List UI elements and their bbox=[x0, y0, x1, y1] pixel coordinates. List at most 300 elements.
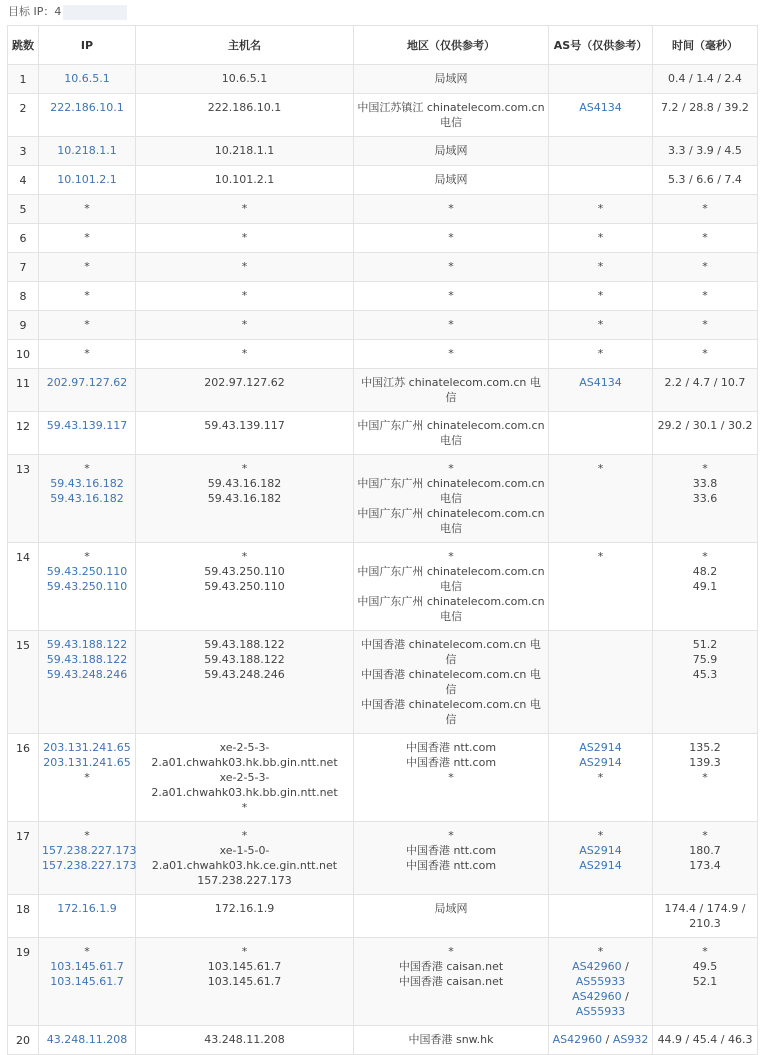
host-text: 59.43.188.122 bbox=[204, 653, 285, 666]
ip-link[interactable]: 59.43.250.110 bbox=[46, 565, 128, 578]
host-cell bbox=[136, 195, 354, 224]
time-text: * bbox=[702, 945, 708, 958]
target-ip-value: 4 bbox=[54, 5, 62, 18]
host-cell bbox=[136, 137, 354, 166]
region-text: 中国广东广州 chinatelecom.com.cn 电信 bbox=[357, 477, 545, 505]
host-cell bbox=[136, 938, 354, 1026]
region-text: 中国广东广州 chinatelecom.com.cn 电信 bbox=[357, 595, 545, 623]
ip-cell bbox=[39, 734, 136, 822]
as-cell bbox=[549, 311, 653, 340]
hop-cell: 8 bbox=[8, 282, 39, 311]
time-line bbox=[656, 944, 754, 959]
host-line bbox=[139, 740, 350, 770]
ip-link[interactable]: 43.248.11.208 bbox=[46, 1033, 128, 1046]
col-header-region: 地区（仅供参考） bbox=[354, 26, 549, 65]
time-text: * bbox=[702, 260, 708, 273]
time-text: 180.7 bbox=[689, 844, 721, 857]
time-line bbox=[656, 201, 754, 216]
host-line bbox=[139, 418, 350, 433]
host-cell bbox=[136, 253, 354, 282]
table-row bbox=[8, 282, 758, 311]
as-line bbox=[552, 944, 649, 959]
ip-link[interactable]: 59.43.188.122 bbox=[46, 638, 128, 651]
as-cell bbox=[549, 412, 653, 455]
host-text: 172.16.1.9 bbox=[214, 902, 275, 915]
host-text: 10.218.1.1 bbox=[214, 144, 275, 157]
region-line bbox=[357, 259, 545, 274]
host-text: * bbox=[241, 318, 248, 331]
as-cell bbox=[549, 822, 653, 895]
hop-cell: 3 bbox=[8, 137, 39, 166]
time-text: 0.4 / 1.4 / 2.4 bbox=[668, 72, 742, 85]
region-text: 中国江苏 chinatelecom.com.cn 电信 bbox=[361, 376, 541, 404]
time-text: 51.2 bbox=[692, 638, 718, 651]
hop-cell: 6 bbox=[8, 224, 39, 253]
hop-cell: 7 bbox=[8, 253, 39, 282]
table-row bbox=[8, 822, 758, 895]
region-text: 中国香港 caisan.net bbox=[398, 960, 504, 973]
region-cell bbox=[354, 895, 549, 938]
region-line bbox=[357, 959, 545, 974]
table-row bbox=[8, 543, 758, 631]
time-line bbox=[656, 172, 754, 187]
ip-line bbox=[42, 858, 137, 873]
ip-cell bbox=[39, 253, 136, 282]
region-line bbox=[357, 1032, 545, 1047]
as-link[interactable]: AS42960 bbox=[572, 960, 622, 973]
region-line bbox=[357, 288, 545, 303]
time-line bbox=[656, 858, 754, 873]
ip-link[interactable]: 203.131.241.65 bbox=[43, 741, 131, 754]
time-cell bbox=[653, 734, 758, 822]
redacted-ip-block bbox=[63, 5, 127, 20]
as-cell bbox=[549, 543, 653, 631]
host-line bbox=[139, 843, 350, 873]
region-cell bbox=[354, 65, 549, 94]
host-text: 59.43.250.110 bbox=[204, 580, 285, 593]
region-line bbox=[357, 100, 545, 130]
as-line bbox=[552, 755, 649, 770]
table-row bbox=[8, 412, 758, 455]
host-text: * bbox=[241, 945, 248, 958]
host-line bbox=[139, 317, 350, 332]
region-cell bbox=[354, 195, 549, 224]
as-cell bbox=[549, 195, 653, 224]
table-row bbox=[8, 166, 758, 195]
time-cell bbox=[653, 631, 758, 734]
time-cell bbox=[653, 938, 758, 1026]
ip-link[interactable]: 202.97.127.62 bbox=[46, 376, 128, 389]
ip-line bbox=[42, 549, 132, 564]
region-cell bbox=[354, 340, 549, 369]
as-link[interactable]: AS4134 bbox=[579, 101, 622, 114]
time-text: * bbox=[702, 289, 708, 302]
host-line bbox=[139, 143, 350, 158]
host-line bbox=[139, 800, 350, 815]
host-text: xe-1-5-0-2.a01.chwahk03.hk.ce.gin.ntt.net bbox=[151, 844, 338, 872]
time-cell bbox=[653, 412, 758, 455]
ip-text: * bbox=[84, 771, 90, 784]
ip-cell bbox=[39, 311, 136, 340]
time-line bbox=[656, 259, 754, 274]
region-cell bbox=[354, 94, 549, 137]
ip-line bbox=[42, 461, 132, 476]
time-cell bbox=[653, 543, 758, 631]
region-line bbox=[357, 375, 545, 405]
time-text: 5.3 / 6.6 / 7.4 bbox=[668, 173, 742, 186]
hop-cell: 9 bbox=[8, 311, 39, 340]
time-cell bbox=[653, 282, 758, 311]
hop-cell: 15 bbox=[8, 631, 39, 734]
ip-line bbox=[42, 770, 132, 785]
host-text: 59.43.188.122 bbox=[204, 638, 285, 651]
region-line bbox=[357, 637, 545, 667]
ip-cell bbox=[39, 455, 136, 543]
as-text: * bbox=[597, 202, 604, 215]
host-line bbox=[139, 564, 350, 579]
as-line bbox=[552, 201, 649, 216]
region-text: 中国江苏镇江 chinatelecom.com.cn 电信 bbox=[357, 101, 545, 129]
ip-link[interactable]: 10.6.5.1 bbox=[64, 72, 110, 85]
target-ip-label: 目标 IP： bbox=[8, 5, 55, 18]
as-line bbox=[552, 843, 649, 858]
ip-cell bbox=[39, 65, 136, 94]
as-line bbox=[552, 317, 649, 332]
time-text: 45.3 bbox=[692, 668, 718, 681]
time-line bbox=[656, 667, 754, 682]
region-text: * bbox=[448, 462, 454, 475]
as-line bbox=[552, 959, 649, 974]
ip-cell bbox=[39, 1026, 136, 1055]
host-text: * bbox=[241, 202, 248, 215]
as-separator: / bbox=[621, 990, 629, 1003]
host-line bbox=[139, 637, 350, 652]
as-text: * bbox=[597, 945, 604, 958]
time-line bbox=[656, 755, 754, 770]
region-text: 中国香港 ntt.com bbox=[405, 844, 497, 857]
region-cell bbox=[354, 412, 549, 455]
ip-line bbox=[42, 755, 132, 770]
as-link[interactable]: AS932 bbox=[612, 1033, 649, 1046]
host-text: 10.101.2.1 bbox=[214, 173, 275, 186]
region-cell bbox=[354, 1026, 549, 1055]
time-text: 75.9 bbox=[692, 653, 718, 666]
ip-link[interactable]: 222.186.10.1 bbox=[50, 101, 124, 114]
region-text: * bbox=[448, 202, 454, 215]
host-text: 59.43.250.110 bbox=[204, 565, 285, 578]
host-line bbox=[139, 201, 350, 216]
time-line bbox=[656, 476, 754, 491]
region-text: * bbox=[448, 550, 454, 563]
as-text: * bbox=[597, 771, 604, 784]
time-cell bbox=[653, 369, 758, 412]
host-cell bbox=[136, 822, 354, 895]
host-text: 222.186.10.1 bbox=[207, 101, 282, 114]
time-line bbox=[656, 100, 754, 115]
as-cell bbox=[549, 895, 653, 938]
host-text: 59.43.248.246 bbox=[204, 668, 285, 681]
ip-link[interactable]: 59.43.248.246 bbox=[46, 668, 128, 681]
host-line bbox=[139, 491, 350, 506]
time-text: 48.2 bbox=[692, 565, 718, 578]
as-cell bbox=[549, 734, 653, 822]
region-line bbox=[357, 461, 545, 476]
time-cell bbox=[653, 1026, 758, 1055]
hop-cell: 2 bbox=[8, 94, 39, 137]
ip-link[interactable]: 203.131.241.65 bbox=[43, 756, 131, 769]
as-cell bbox=[549, 224, 653, 253]
time-text: 49.1 bbox=[692, 580, 718, 593]
table-row bbox=[8, 734, 758, 822]
region-text: * bbox=[448, 289, 454, 302]
as-link[interactable]: AS2914 bbox=[579, 756, 622, 769]
table-row bbox=[8, 369, 758, 412]
time-cell bbox=[653, 195, 758, 224]
ip-line bbox=[42, 667, 132, 682]
ip-link[interactable]: 59.43.16.182 bbox=[50, 492, 124, 505]
time-text: 52.1 bbox=[692, 975, 718, 988]
ip-line bbox=[42, 843, 137, 858]
host-cell bbox=[136, 1026, 354, 1055]
region-text: 局域网 bbox=[434, 72, 468, 85]
as-text: * bbox=[597, 347, 604, 360]
host-line bbox=[139, 230, 350, 245]
host-cell bbox=[136, 543, 354, 631]
as-link[interactable]: AS2914 bbox=[579, 844, 622, 857]
hop-cell: 10 bbox=[8, 340, 39, 369]
ip-text: * bbox=[84, 231, 90, 244]
table-row bbox=[8, 311, 758, 340]
ip-text: * bbox=[84, 829, 90, 842]
table-row bbox=[8, 195, 758, 224]
ip-link[interactable]: 157.238.227.173 bbox=[42, 844, 137, 857]
region-line bbox=[357, 901, 545, 916]
time-text: 3.3 / 3.9 / 4.5 bbox=[668, 144, 742, 157]
time-line bbox=[656, 288, 754, 303]
col-header-ip: IP bbox=[39, 26, 136, 65]
host-cell bbox=[136, 895, 354, 938]
host-text: * bbox=[241, 801, 248, 814]
region-text: 中国香港 snw.hk bbox=[408, 1033, 494, 1046]
as-link[interactable]: AS55933 bbox=[575, 975, 626, 988]
hop-cell: 11 bbox=[8, 369, 39, 412]
table-row bbox=[8, 94, 758, 137]
time-cell bbox=[653, 253, 758, 282]
region-text: 中国广东广州 chinatelecom.com.cn 电信 bbox=[357, 419, 545, 447]
as-text: * bbox=[597, 260, 604, 273]
as-cell bbox=[549, 1026, 653, 1055]
time-line bbox=[656, 740, 754, 755]
host-line bbox=[139, 828, 350, 843]
host-text: 10.6.5.1 bbox=[221, 72, 268, 85]
region-line bbox=[357, 740, 545, 755]
region-cell bbox=[354, 137, 549, 166]
region-line bbox=[357, 944, 545, 959]
region-text: 中国香港 caisan.net bbox=[398, 975, 504, 988]
host-line bbox=[139, 172, 350, 187]
time-cell bbox=[653, 65, 758, 94]
host-text: 202.97.127.62 bbox=[204, 376, 285, 389]
as-cell bbox=[549, 253, 653, 282]
target-ip-bar bbox=[8, 4, 127, 20]
as-line bbox=[552, 346, 649, 361]
ip-link[interactable]: 10.218.1.1 bbox=[57, 144, 117, 157]
host-line bbox=[139, 873, 350, 888]
time-text: 139.3 bbox=[689, 756, 721, 769]
region-text: * bbox=[448, 771, 454, 784]
as-text: * bbox=[597, 829, 604, 842]
region-text: 中国香港 chinatelecom.com.cn 电信 bbox=[361, 668, 541, 696]
hop-cell: 18 bbox=[8, 895, 39, 938]
host-line bbox=[139, 259, 350, 274]
table-row bbox=[8, 938, 758, 1026]
host-line bbox=[139, 476, 350, 491]
time-text: 33.6 bbox=[692, 492, 718, 505]
ip-cell bbox=[39, 282, 136, 311]
region-line bbox=[357, 172, 545, 187]
col-header-host: 主机名 bbox=[136, 26, 354, 65]
ip-line bbox=[42, 143, 132, 158]
time-cell bbox=[653, 895, 758, 938]
time-line bbox=[656, 828, 754, 843]
time-cell bbox=[653, 224, 758, 253]
as-link[interactable]: AS2914 bbox=[579, 859, 622, 872]
ip-line bbox=[42, 375, 132, 390]
time-line bbox=[656, 901, 754, 931]
as-separator: / bbox=[621, 960, 629, 973]
as-cell bbox=[549, 166, 653, 195]
ip-link[interactable]: 59.43.188.122 bbox=[46, 653, 128, 666]
as-line bbox=[552, 230, 649, 245]
table-header-row bbox=[8, 26, 758, 65]
region-text: 中国香港 ntt.com bbox=[405, 741, 497, 754]
host-cell bbox=[136, 631, 354, 734]
time-text: 174.4 / 174.9 / 210.3 bbox=[664, 902, 746, 930]
region-cell bbox=[354, 822, 549, 895]
ip-text: * bbox=[84, 318, 90, 331]
as-line bbox=[552, 989, 649, 1004]
as-link[interactable]: AS42960 bbox=[572, 990, 622, 1003]
ip-text: * bbox=[84, 347, 90, 360]
region-text: * bbox=[448, 347, 454, 360]
ip-link[interactable]: 103.145.61.7 bbox=[50, 960, 124, 973]
region-line bbox=[357, 974, 545, 989]
table-row bbox=[8, 631, 758, 734]
table-row bbox=[8, 137, 758, 166]
time-line bbox=[656, 317, 754, 332]
ip-line bbox=[42, 71, 132, 86]
host-text: 43.248.11.208 bbox=[204, 1033, 285, 1046]
host-line bbox=[139, 346, 350, 361]
ip-link[interactable]: 103.145.61.7 bbox=[50, 975, 124, 988]
as-line bbox=[552, 375, 649, 390]
ip-line bbox=[42, 637, 132, 652]
time-cell bbox=[653, 455, 758, 543]
ip-link[interactable]: 59.43.16.182 bbox=[50, 477, 124, 490]
as-line bbox=[552, 461, 649, 476]
ip-link[interactable]: 59.43.139.117 bbox=[46, 419, 128, 432]
region-line bbox=[357, 418, 545, 448]
region-line bbox=[357, 71, 545, 86]
table-row bbox=[8, 224, 758, 253]
ip-line bbox=[42, 476, 132, 491]
time-line bbox=[656, 491, 754, 506]
host-text: 103.145.61.7 bbox=[207, 975, 282, 988]
as-link[interactable]: AS42960 bbox=[552, 1033, 603, 1046]
ip-link[interactable]: 59.43.250.110 bbox=[46, 580, 128, 593]
time-text: * bbox=[702, 231, 708, 244]
region-cell bbox=[354, 631, 549, 734]
time-cell bbox=[653, 94, 758, 137]
as-link[interactable]: AS55933 bbox=[575, 1005, 626, 1018]
region-line bbox=[357, 828, 545, 843]
host-text: * bbox=[241, 829, 248, 842]
time-line bbox=[656, 652, 754, 667]
region-line bbox=[357, 858, 545, 873]
as-line bbox=[552, 974, 649, 989]
host-text: * bbox=[241, 231, 248, 244]
region-text: 中国香港 chinatelecom.com.cn 电信 bbox=[361, 698, 541, 726]
ip-link[interactable]: 172.16.1.9 bbox=[57, 902, 117, 915]
region-line bbox=[357, 476, 545, 506]
ip-link[interactable]: 157.238.227.173 bbox=[42, 859, 137, 872]
region-cell bbox=[354, 166, 549, 195]
region-line bbox=[357, 770, 545, 785]
region-text: 中国香港 chinatelecom.com.cn 电信 bbox=[361, 638, 541, 666]
as-line bbox=[552, 100, 649, 115]
as-text: * bbox=[597, 289, 604, 302]
ip-line bbox=[42, 944, 132, 959]
region-text: * bbox=[448, 945, 454, 958]
host-text: * bbox=[241, 347, 248, 360]
time-line bbox=[656, 418, 754, 433]
time-text: * bbox=[702, 771, 708, 784]
region-line bbox=[357, 564, 545, 594]
time-text: * bbox=[702, 202, 708, 215]
as-link[interactable]: AS4134 bbox=[579, 376, 622, 389]
time-text: 33.8 bbox=[692, 477, 718, 490]
as-link[interactable]: AS2914 bbox=[579, 741, 622, 754]
host-line bbox=[139, 652, 350, 667]
host-line bbox=[139, 1032, 350, 1047]
ip-cell bbox=[39, 631, 136, 734]
time-text: * bbox=[702, 550, 708, 563]
ip-line bbox=[42, 652, 132, 667]
ip-text: * bbox=[84, 550, 90, 563]
as-cell bbox=[549, 938, 653, 1026]
time-cell bbox=[653, 822, 758, 895]
host-line bbox=[139, 375, 350, 390]
host-text: * bbox=[241, 550, 248, 563]
region-line bbox=[357, 143, 545, 158]
region-text: 中国广东广州 chinatelecom.com.cn 电信 bbox=[357, 565, 545, 593]
ip-link[interactable]: 10.101.2.1 bbox=[57, 173, 117, 186]
host-cell bbox=[136, 369, 354, 412]
ip-line bbox=[42, 564, 132, 579]
as-separator: / bbox=[602, 1033, 610, 1046]
region-cell bbox=[354, 253, 549, 282]
host-line bbox=[139, 770, 350, 800]
host-text: 59.43.16.182 bbox=[207, 477, 282, 490]
ip-line bbox=[42, 100, 132, 115]
region-text: 局域网 bbox=[434, 173, 468, 186]
host-cell bbox=[136, 94, 354, 137]
host-cell bbox=[136, 734, 354, 822]
region-cell bbox=[354, 311, 549, 340]
time-cell bbox=[653, 137, 758, 166]
time-cell bbox=[653, 311, 758, 340]
ip-line bbox=[42, 346, 132, 361]
